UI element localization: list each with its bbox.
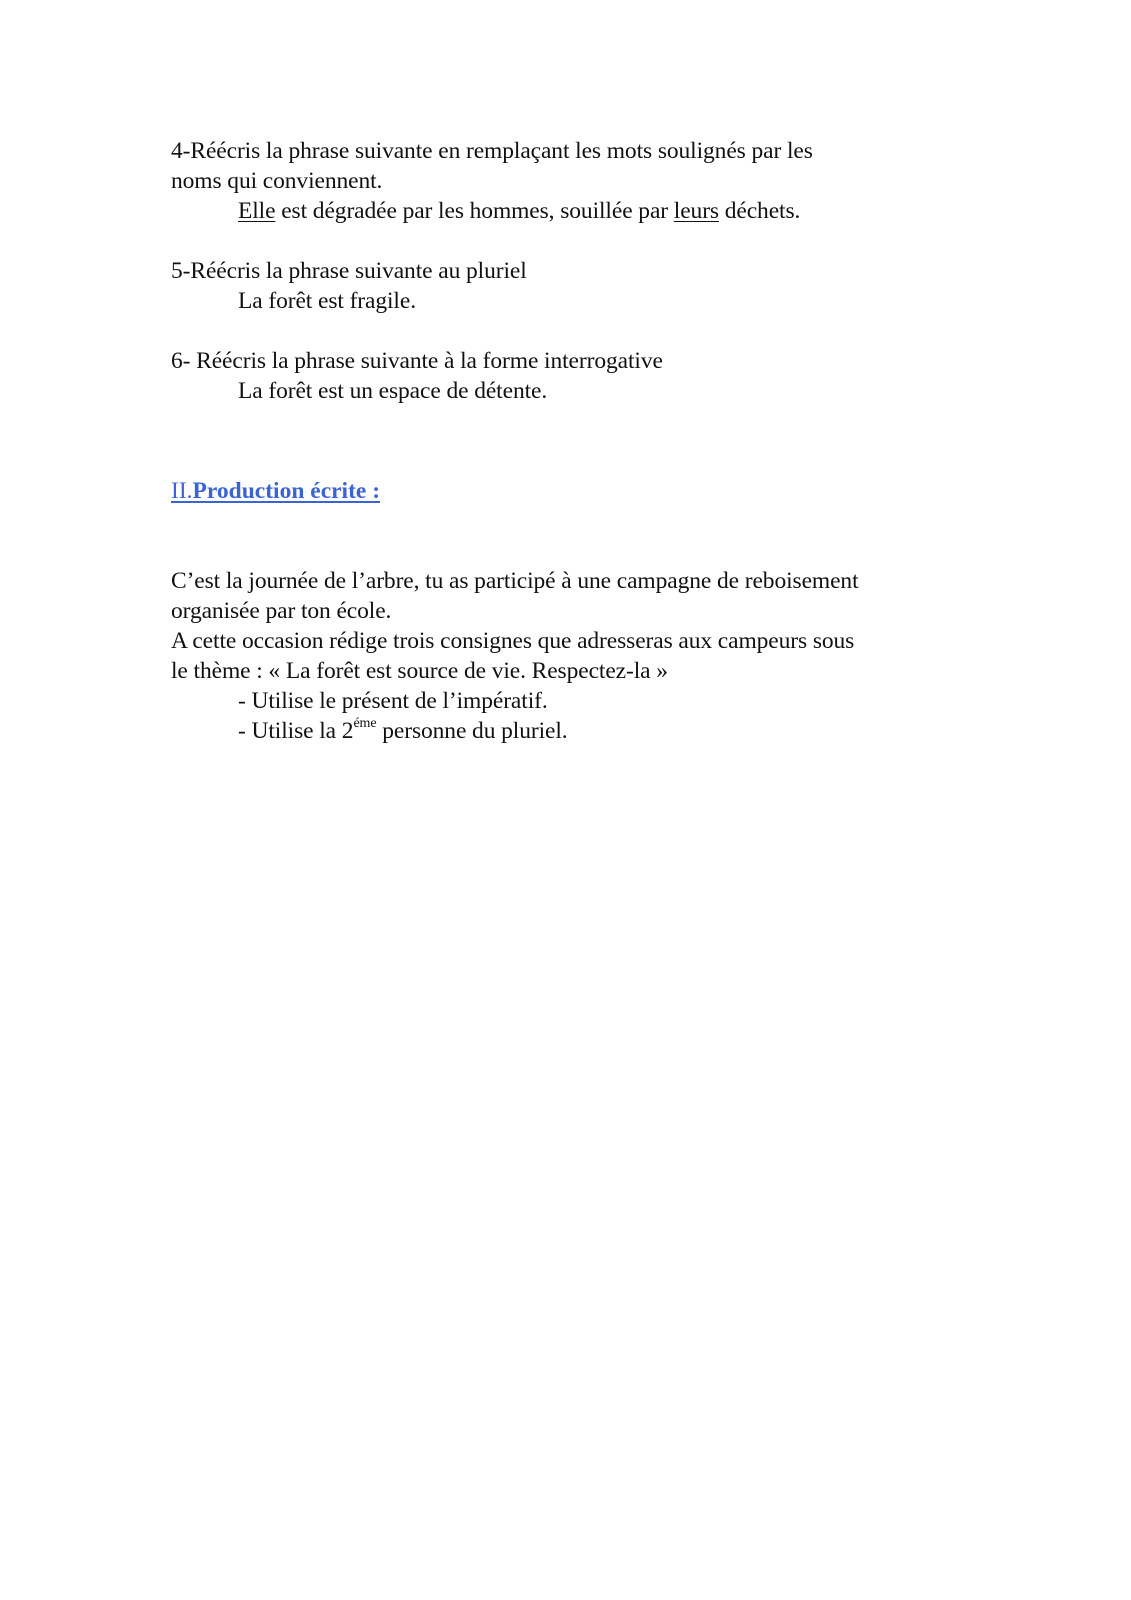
exercise-4-sentence — [238, 196, 800, 226]
production-bullet-1: - Utilise le présent de l’impératif. — [238, 688, 548, 714]
sentence-part-1: est dégradée par les hommes, souillée par — [275, 198, 674, 224]
bullet-2-before: - Utilise la 2 — [238, 718, 354, 744]
exercise-5-sentence: La forêt est fragile. — [238, 288, 416, 314]
production-line-3: A cette occasion rédige trois consignes que adresseras aux campeurs sous — [171, 628, 855, 654]
production-line-4: le thème : « La forêt est source de vie. Respectez-la » — [171, 658, 668, 684]
exercise-4-instruction-line-1: 4-Réécris la phrase suivante en remplaçant les mots soulignés par les — [171, 138, 813, 164]
exercise-4-instruction-line-2: noms qui conviennent. — [171, 168, 383, 194]
section-2-number: II. — [171, 478, 193, 504]
bullet-2-after: personne du pluriel. — [376, 718, 568, 744]
section-2-title: Production écrite : — [192, 478, 381, 504]
production-bullet-2 — [238, 716, 568, 746]
bullet-2-superscript: éme — [353, 716, 377, 732]
underlined-word-leurs: leurs — [673, 198, 719, 224]
exercise-6-sentence: La forêt est un espace de détente. — [238, 378, 548, 404]
exercise-6-instruction: 6- Réécris la phrase suivante à la forme interrogative — [171, 348, 663, 374]
underlined-word-elle: Elle — [238, 198, 276, 224]
production-line-2: organisée par ton école. — [171, 598, 392, 624]
sentence-part-2: déchets. — [718, 198, 801, 224]
exercise-5-instruction: 5-Réécris la phrase suivante au pluriel — [171, 258, 527, 284]
production-line-1: C’est la journée de l’arbre, tu as participé à une campagne de reboisement — [171, 568, 859, 594]
section-2-heading — [171, 476, 380, 506]
